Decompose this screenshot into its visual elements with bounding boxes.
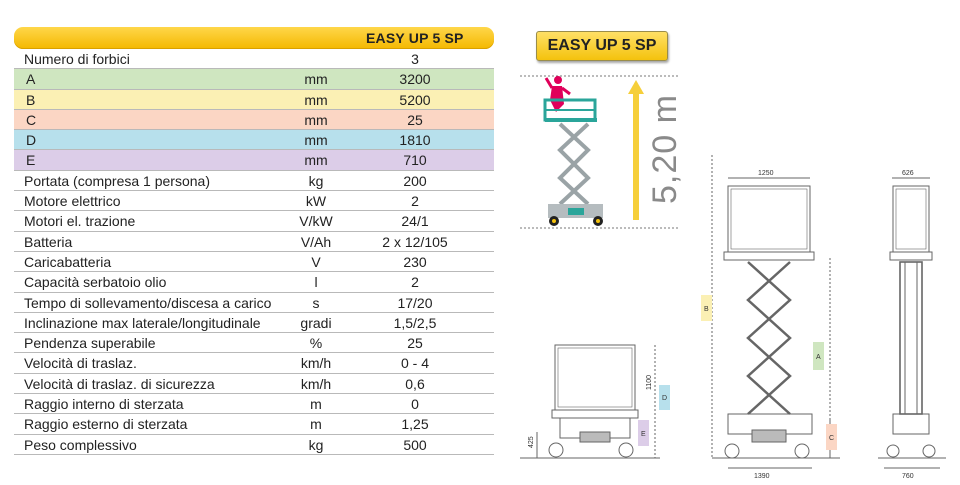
row-value: 1810 [399,132,431,149]
row-unit: mm [304,91,328,108]
top-width-dim: 1250 [758,170,774,177]
row-label: A [26,71,36,88]
row-unit: gradi [300,314,332,331]
table-row [14,110,494,130]
dim-letter-b: B [704,306,709,313]
row-label: Numero di forbici [24,51,130,67]
row-unit: kg [308,172,324,189]
table-header [14,27,494,49]
height-label [640,94,690,228]
drawing-svg [500,0,960,485]
row-unit: kW [305,193,327,210]
table-header-model: EASY UP 5 SP [366,30,464,46]
row-value: 5200 [399,91,431,108]
row-value: 500 [403,436,427,453]
row-value: 17/20 [397,294,433,311]
base-length-dim: 1390 [754,473,770,480]
row-unit: V/kW [299,213,333,230]
row-label: Raggio esterno di sterzata [24,416,188,433]
row-unit: m [310,396,322,413]
row-unit: s [312,294,320,311]
table-row [14,69,494,89]
row-label: Tempo di sollevamento/discesa a carico [24,294,272,311]
row-value: 3200 [399,71,431,88]
spec-table [14,27,494,455]
row-value: 25 [407,111,423,128]
row-unit: km/h [300,375,332,392]
model-badge-label: EASY UP 5 SP [547,37,657,54]
table-body [14,49,494,455]
closed-side-view [520,345,670,458]
row-label: Velocità di traslaz. di sicurezza [24,375,215,392]
row-value: 1,25 [401,416,429,433]
technical-drawing [500,0,960,485]
row-value: 710 [403,152,427,169]
table-row [14,435,494,455]
row-label: Batteria [24,233,73,250]
side-top-dim: 626 [902,170,914,177]
row-label: Peso complessivo [24,436,137,453]
dim-letter-c: C [829,435,835,442]
raised-side-view [878,178,946,468]
table-row [14,353,494,373]
row-label: Motore elettrico [24,193,121,210]
row-value: 0 [411,396,419,413]
table-row [14,171,494,191]
raised-front-view [701,155,840,468]
table-row [14,272,494,292]
table-row [14,150,494,170]
row-value: 25 [407,335,423,352]
row-value: 3 [411,51,419,67]
dim-letter-e: E [641,431,646,438]
row-unit: mm [304,132,328,149]
row-label: Motori el. trazione [24,213,136,230]
table-row [14,293,494,313]
row-label: C [26,111,37,128]
table-row [14,333,494,353]
row-value: 0,6 [405,375,425,392]
row-label: E [26,152,36,169]
row-label: D [26,132,37,149]
row-unit: km/h [300,355,332,372]
row-unit: m [310,416,322,433]
table-row [14,313,494,333]
base-height-dim: 425 [528,436,535,448]
row-unit: l [314,274,318,291]
table-row [14,232,494,252]
table-row [14,191,494,211]
row-value: 0 - 4 [400,355,429,372]
row-label: Pendenza superabile [24,335,156,352]
dim-letter-a: A [816,354,821,361]
row-label: Velocità di traslaz. [24,355,137,372]
row-value: 200 [403,172,427,189]
row-unit: mm [304,152,328,169]
row-value: 2 x 12/105 [382,233,448,250]
row-label: B [26,91,36,108]
row-label: Portata (compresa 1 persona) [24,172,210,189]
table-row [14,252,494,272]
row-label: Raggio interno di sterzata [24,396,184,413]
row-unit: kg [308,436,324,453]
row-value: 1,5/2,5 [393,314,437,331]
row-value: 24/1 [401,213,429,230]
row-label: Inclinazione max laterale/longitudinale [24,314,261,331]
closed-height-dim: 1100 [646,374,653,390]
row-value: 2 [411,274,419,291]
row-unit: mm [304,71,328,88]
table-row [14,414,494,434]
table-row [14,374,494,394]
table-row [14,90,494,110]
table-row [14,49,494,69]
row-value: 230 [403,253,427,270]
row-label: Caricabatteria [24,253,112,270]
row-unit: V [311,253,321,270]
base-width-dim: 760 [902,473,914,480]
row-unit: % [309,335,323,352]
dim-letter-d: D [662,395,668,402]
row-label: Capacità serbatoio olio [24,274,167,291]
height-label-text: 5,20 m [646,94,684,204]
table-row [14,394,494,414]
table-row [14,211,494,231]
row-unit: V/Ah [300,233,332,250]
row-unit: mm [304,111,328,128]
table-row [14,130,494,150]
row-value: 2 [411,193,419,210]
